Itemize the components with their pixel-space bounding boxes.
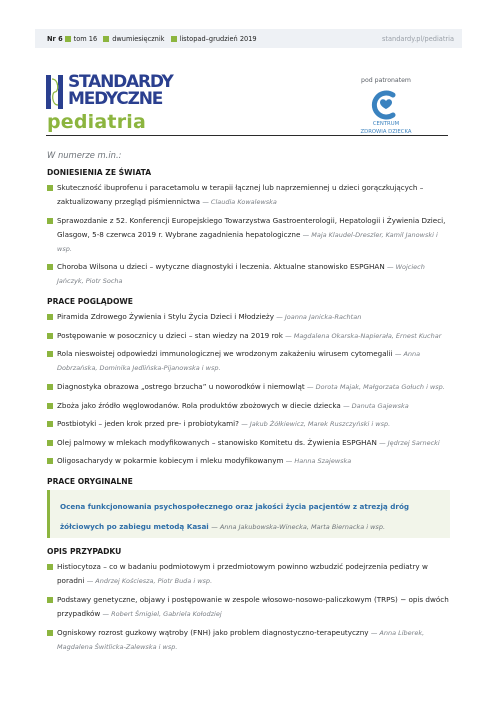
article-authors: — Claudia Kowalewska — [202, 198, 277, 206]
section-title-doniesienia: DONIESIENIA ZE ŚWIATA — [47, 168, 152, 177]
article-item[interactable] — [47, 399, 450, 413]
article-item[interactable] — [47, 454, 450, 468]
bullet-square-icon — [47, 597, 53, 603]
article-authors: — Anna Dobrzańska, Dominika Jedlińska-Pijanowska i wsp. — [57, 350, 421, 373]
article-title: Ogniskowy rozrost guzkowy wątroby (FNH) jako problem diagnostyczno-terapeutyczny — [57, 627, 371, 637]
logo-word-medyczne: MEDYCZNE — [68, 89, 163, 109]
article-item[interactable] — [47, 560, 450, 588]
section-title-prace-pogladowe: PRACE POGLĄDOWE — [47, 297, 133, 307]
article-item[interactable] — [47, 329, 450, 343]
article-item[interactable] — [47, 310, 450, 324]
section-title-opis-przypadku: OPIS PRZYPADKU — [47, 547, 122, 557]
article-authors: — Danuta Gajewska — [343, 401, 409, 410]
bullet-square-icon — [47, 458, 53, 464]
featured-article-title: Ocena funkcjonowania psychospołecznego oraz jakości życia pacjentów z atrezją dróg żółciowych po zabiegu metodą Kasai — [60, 502, 410, 532]
article-title: Histiocytoza – co w badaniu podmiotowym i przedmiotowym powinno wzbudzić podejrzenia pediatry w poradni — [57, 562, 428, 586]
bullet-square-icon — [47, 264, 53, 270]
separator-square-icon — [103, 36, 109, 42]
patron-name-line2: ZDROWIA DZIECKA — [360, 129, 412, 135]
bullet-square-icon — [47, 440, 53, 446]
article-title: Piramida Zdrowego Żywienia i Stylu Życia Dzieci i Młodzieży — [57, 312, 277, 322]
article-title: Podstawy genetyczne, objawy i postępowanie w zespole włosowo-nosowo-paliczkowym (TRPS) − opis dwóch przypadków — [57, 594, 449, 618]
article-authors: — Jakub Żółkiewicz, Marek Ruszczyński i wsp. — [241, 420, 391, 429]
article-title: Rola nieswoistej odpowiedzi immunologicznej we wrodzonym zakażeniu wirusem cytomegalii — [57, 349, 395, 359]
bullet-square-icon — [47, 421, 53, 427]
bullet-square-icon — [47, 403, 53, 409]
journal-url-link[interactable]: standardy.pl/pediatria — [381, 34, 454, 43]
article-authors: — Andrzej Kościesza, Piotr Buda i wsp. — [86, 577, 213, 586]
patron-label: pod patronatem — [361, 77, 411, 84]
intro-text: W numerze m.in.: — [47, 150, 122, 160]
article-item[interactable] — [47, 436, 450, 450]
bullet-square-icon — [47, 351, 53, 357]
article-title: Sprawozdanie z 52. Konferencji Europejskiego Towarzystwa Gastroenterologii, Hepatologii i Żywienia Dzieci, Glasgow, 5-8 czerwca 2019 r. Wybrane zagadnienia hepatologiczne — [57, 215, 446, 239]
article-item[interactable] — [47, 593, 450, 621]
bullet-square-icon — [47, 564, 53, 570]
article-item[interactable] — [47, 260, 450, 288]
article-authors: — Anna Liberek, Magdalena Świtlicka-Zalewska i wsp. — [57, 628, 425, 651]
article-authors: — Maja Klaudel-Dreszler, Kamil Janowski i wsp. — [57, 230, 438, 253]
article-title: Zboża jako źródło węglowodanów. Rola produktów zbożowych w diecie dziecka — [57, 400, 344, 410]
featured-article-authors: — Anna Jakubowska-Winecka, Marta Biernacka i wsp. — [211, 523, 386, 532]
article-item[interactable] — [47, 417, 450, 431]
article-title: Postępowanie w posocznicy u dzieci – stan wiedzy na 2019 rok — [57, 330, 286, 340]
section-title-prace-oryginalne: PRACE ORYGINALNE — [47, 477, 133, 487]
article-title: Choroba Wilsona u dzieci – wytyczne diagnostyki i leczenia. Aktualne stanowisko ESPGHAN — [57, 262, 387, 272]
article-authors: — Joanna Janicka-Rachtan — [276, 313, 362, 322]
article-authors: — Hanna Szajewska — [285, 457, 352, 466]
article-item[interactable] — [47, 181, 450, 209]
centrum-zdrowia-dziecka-logo-icon — [367, 90, 405, 120]
bullet-square-icon — [47, 630, 53, 636]
patron-block — [354, 77, 418, 136]
article-authors: — Jędrzej Sarnecki — [379, 438, 440, 447]
standardy-medyczne-s-logo-icon — [46, 75, 63, 109]
frequency: dwumiesięcznik — [112, 34, 165, 43]
article-authors: — Robert Śmigiel, Gabriela Kołodziej — [102, 609, 222, 618]
separator-square-icon — [171, 36, 177, 42]
table-of-contents — [47, 168, 450, 658]
article-title: Diagnostyka obrazowa „ostrego brzucha” u noworodków i niemowląt — [57, 381, 308, 391]
article-title: Postbiotyki – jeden krok przed pre- i probiotykami? — [57, 419, 242, 429]
specialty-title: pediatria — [47, 111, 147, 133]
bullet-square-icon — [47, 333, 53, 339]
bullet-square-icon — [47, 185, 53, 191]
article-authors: — Magdalena Okarska-Napierała, Ernest Kuchar — [285, 331, 442, 340]
separator-square-icon — [65, 36, 71, 42]
bullet-square-icon — [47, 314, 53, 320]
period: listopad–grudzień 2019 — [179, 34, 257, 43]
bullet-square-icon — [47, 218, 53, 224]
patron-name-line1: CENTRUM — [372, 121, 400, 127]
article-title: Oligosacharydy w pokarmie kobiecym i mleku modyfikowanym — [57, 456, 286, 466]
bullet-square-icon — [47, 384, 53, 390]
volume: tom 16 — [73, 34, 98, 43]
article-authors: — Wojciech Jańczyk, Piotr Socha — [57, 263, 425, 286]
issue-number: Nr 6 — [47, 34, 63, 43]
article-title: Olej palmowy w mlekach modyfikowanych – stanowisko Komitetu ds. Żywienia ESPGHAN — [57, 437, 380, 447]
featured-article[interactable] — [47, 490, 450, 538]
article-title: Skuteczność ibuprofenu i paracetamolu w terapii łącznej lub naprzemiennej u dzieci gorączkujących – zaktualizowany przegląd piśmiennictwa — [57, 183, 424, 206]
issue-info-bar — [35, 29, 462, 48]
article-item[interactable] — [47, 347, 450, 375]
article-item[interactable] — [47, 380, 450, 394]
header-divider — [46, 135, 448, 136]
article-item[interactable] — [47, 214, 450, 256]
article-item[interactable] — [47, 626, 450, 654]
logo-word-standardy: STANDARDY — [68, 72, 173, 92]
article-authors: — Dorota Majak, Małgorzata Gołuch i wsp. — [307, 382, 445, 391]
